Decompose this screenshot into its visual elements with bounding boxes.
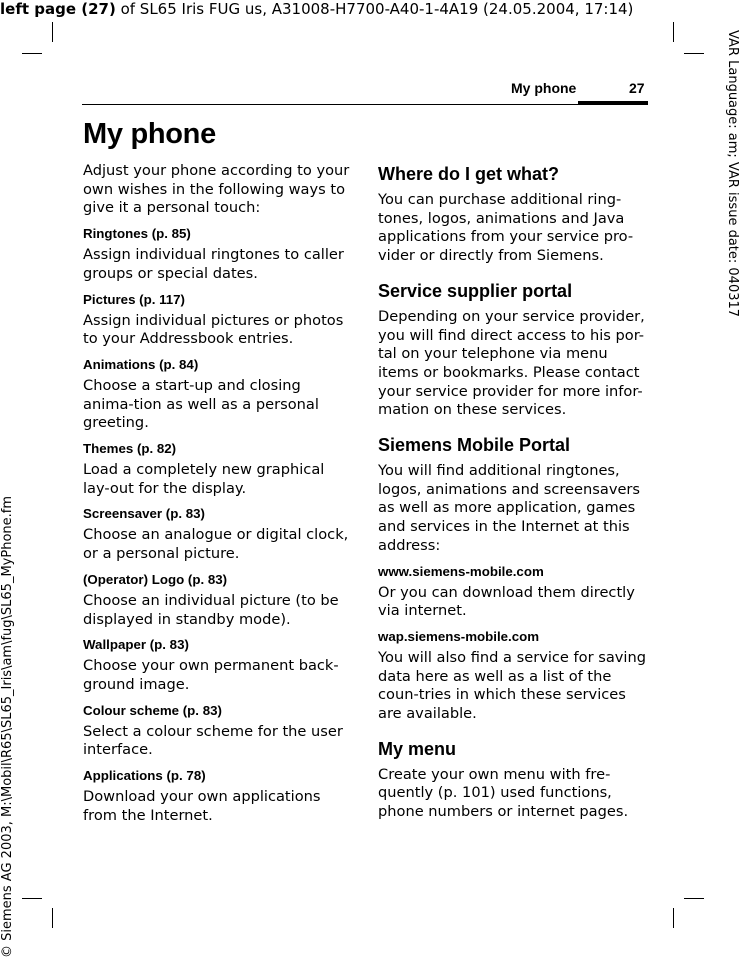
item-title: Themes (p. 82) [83,441,177,457]
item-text: Assign individual pictures or photos to your Addressbook entries. [83,311,344,348]
section-heading: Siemens Mobile Portal [378,435,571,456]
print-header [0,0,633,18]
right-column [378,163,648,822]
section-text: Depending on your service provider, you will find direct access to his por-tal on your telephone via menu items or bookmarks. Please contact your service provider for more infor-mation on these services. [378,307,645,419]
header-rule [82,104,648,105]
header-rule-accent [578,101,648,104]
item-title: Screensaver (p. 83) [83,506,205,522]
item-title: Applications (p. 78) [83,768,206,784]
section-text: You will also find a service for saving data here as well as a list of the coun-tries in which these services are available. [378,648,646,723]
running-head-page-number: 27 [629,80,645,96]
crop-mark [684,898,704,899]
web-address: www.siemens-mobile.com [378,563,544,579]
running-head-title: My phone [511,80,577,96]
page-title: My phone [83,118,216,150]
item-title: Animations (p. 84) [83,356,199,372]
item-text: Choose a start-up and closing anima-tion as well as a personal greeting. [83,376,319,432]
item-title: Wallpaper (p. 83) [83,637,189,653]
item-text: Assign individual ringtones to caller groups or special dates. [83,246,344,282]
item-text: Choose an individual picture (to be displayed in standby mode). [83,591,339,628]
section-heading: My menu [378,738,457,759]
crop-mark [673,22,674,42]
item-text: Download your own applications from the Internet. [83,788,321,824]
item-title: Colour scheme (p. 83) [83,702,222,718]
print-header-page: left page (27) [0,0,116,18]
item-text: Choose an analogue or digital clock, or a personal picture. [83,526,349,563]
item-text: Select a colour scheme for the user interface. [83,722,343,759]
section-heading: Service supplier portal [378,280,573,301]
section-heading: Where do I get what? [378,164,560,184]
print-header-info: of SL65 Iris FUG us, A31008-H7700-A40-1-4A19 (24.05.2004, 17:14) [115,0,634,18]
section-text: Create your own menu with fre-quently (p. 101) used functions, phone numbers or internet pages. [378,765,629,821]
crop-mark [673,908,674,928]
crop-mark [22,898,42,899]
crop-mark [684,53,704,54]
intro-text: Adjust your phone according to your own wishes in the following ways to give it a personal touch: [83,162,350,217]
left-column [83,162,355,825]
item-title: Ringtones (p. 85) [83,226,191,242]
crop-mark [22,53,42,54]
wap-address: wap.siemens-mobile.com [378,628,540,644]
item-title: (Operator) Logo (p. 83) [83,571,228,587]
item-text: Load a completely new graphical lay-out for the display. [83,461,325,497]
section-text: Or you can download them directly via internet. [378,583,635,620]
side-language-info: VAR Language: am; VAR issue date: 040317 [725,30,740,318]
side-copyright-path: © Siemens AG 2003, M:\Mobil\R65\SL65_Iris\am\fug\SL65_MyPhone.fm [0,495,15,958]
section-text: You can purchase additional ring-tones, logos, animations and Java applications from your service pro-vider or directly from Siemens. [378,191,634,265]
crop-mark [52,22,53,42]
item-title: Pictures (p. 117) [83,291,185,307]
item-text: Choose your own permanent back-ground image. [83,657,339,693]
crop-mark [52,908,53,928]
section-text: You will find additional ringtones, logos, animations and screensavers as well as more application, games and services in the Internet at this address: [378,462,641,554]
